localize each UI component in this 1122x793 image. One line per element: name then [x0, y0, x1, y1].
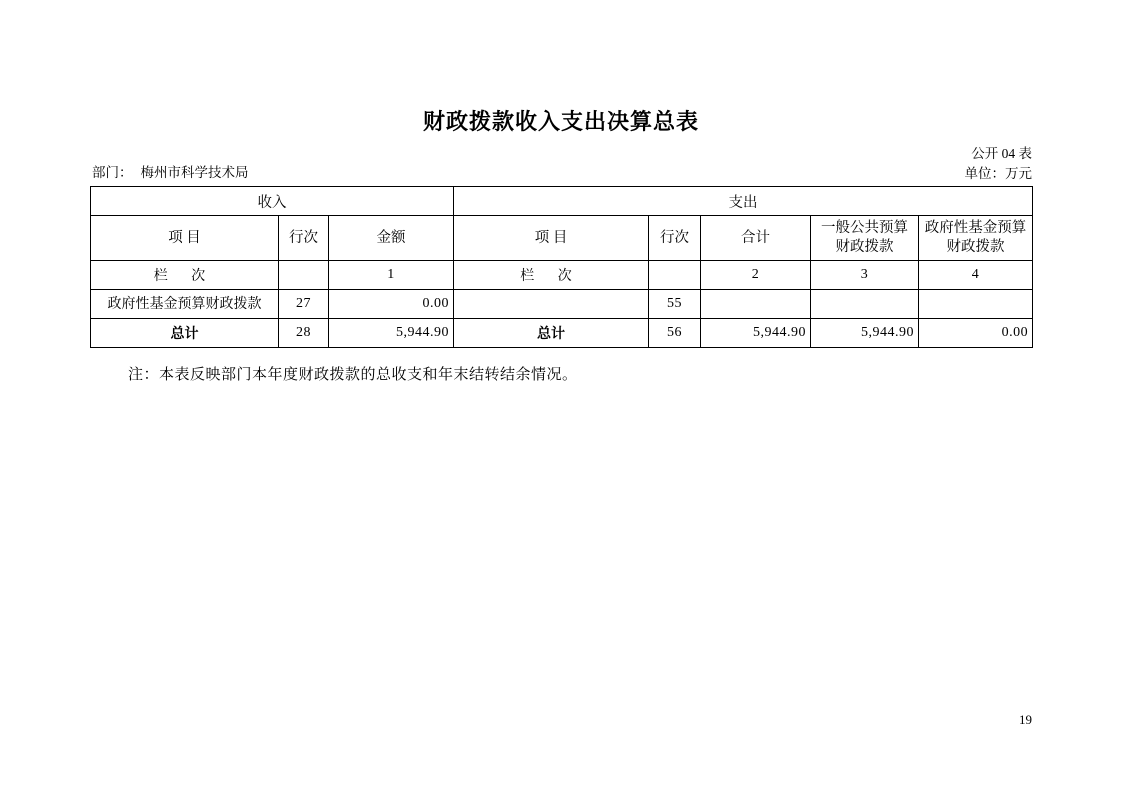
unit-note: 单位：万元: [964, 166, 1032, 181]
column-label-right: 栏 次: [454, 261, 649, 290]
column-number-3: 3: [811, 261, 919, 290]
column-empty-right-line: [649, 261, 701, 290]
row-income-amount: 0.00: [329, 290, 454, 319]
column-label-left: 栏 次: [91, 261, 279, 290]
row-expenditure-item: 总计: [454, 319, 649, 348]
department-line: [92, 163, 249, 183]
row-government-fund-budget: 0.00: [919, 319, 1033, 348]
row-general-public-budget: 5,944.90: [811, 319, 919, 348]
group-header-income: 收入: [91, 187, 454, 216]
fiscal-appropriation-table: [90, 186, 1033, 348]
header-expenditure-line: 行次: [649, 216, 701, 261]
row-general-public-budget: [811, 290, 919, 319]
header-expenditure-item: 项 目: [454, 216, 649, 261]
group-header-expenditure: 支出: [454, 187, 1033, 216]
header-general-public-budget: 一般公共预算财政拨款: [811, 216, 919, 261]
header-government-fund-budget: 政府性基金预算财政拨款: [919, 216, 1033, 261]
department-value: 梅州市科学技术局: [140, 165, 249, 180]
table-column-number-row: [91, 261, 1033, 290]
row-income-line: 27: [279, 290, 329, 319]
header-income-amount: 金额: [329, 216, 454, 261]
table-group-header-row: [91, 187, 1033, 216]
column-number-1: 1: [329, 261, 454, 290]
row-government-fund-budget: [919, 290, 1033, 319]
row-expenditure-item: [454, 290, 649, 319]
row-expenditure-total: 5,944.90: [701, 319, 811, 348]
table-column-header-row: [91, 216, 1033, 261]
column-number-2: 2: [701, 261, 811, 290]
column-empty-left-line: [279, 261, 329, 290]
column-number-4: 4: [919, 261, 1033, 290]
row-income-item: 政府性基金预算财政拨款: [91, 290, 279, 319]
page-number: 19: [1019, 712, 1032, 727]
header-expenditure-total: 合计: [701, 216, 811, 261]
header-income-line: 行次: [279, 216, 329, 261]
form-meta: [965, 144, 1033, 184]
row-expenditure-total: [701, 290, 811, 319]
department-label: 部门：: [92, 165, 133, 180]
header-income-item: 项 目: [91, 216, 279, 261]
row-income-item: 总计: [91, 319, 279, 348]
table-footnote: 注：本表反映部门本年度财政拨款的总收支和年末结转结余情况。: [128, 367, 578, 383]
table-row: [91, 319, 1033, 348]
form-code: 公开 04 表: [971, 146, 1032, 161]
page-title: 财政拨款收入支出决算总表: [422, 109, 699, 135]
row-income-line: 28: [279, 319, 329, 348]
row-income-amount: 5,944.90: [329, 319, 454, 348]
row-expenditure-line: 56: [649, 319, 701, 348]
table-row: [91, 290, 1033, 319]
row-expenditure-line: 55: [649, 290, 701, 319]
